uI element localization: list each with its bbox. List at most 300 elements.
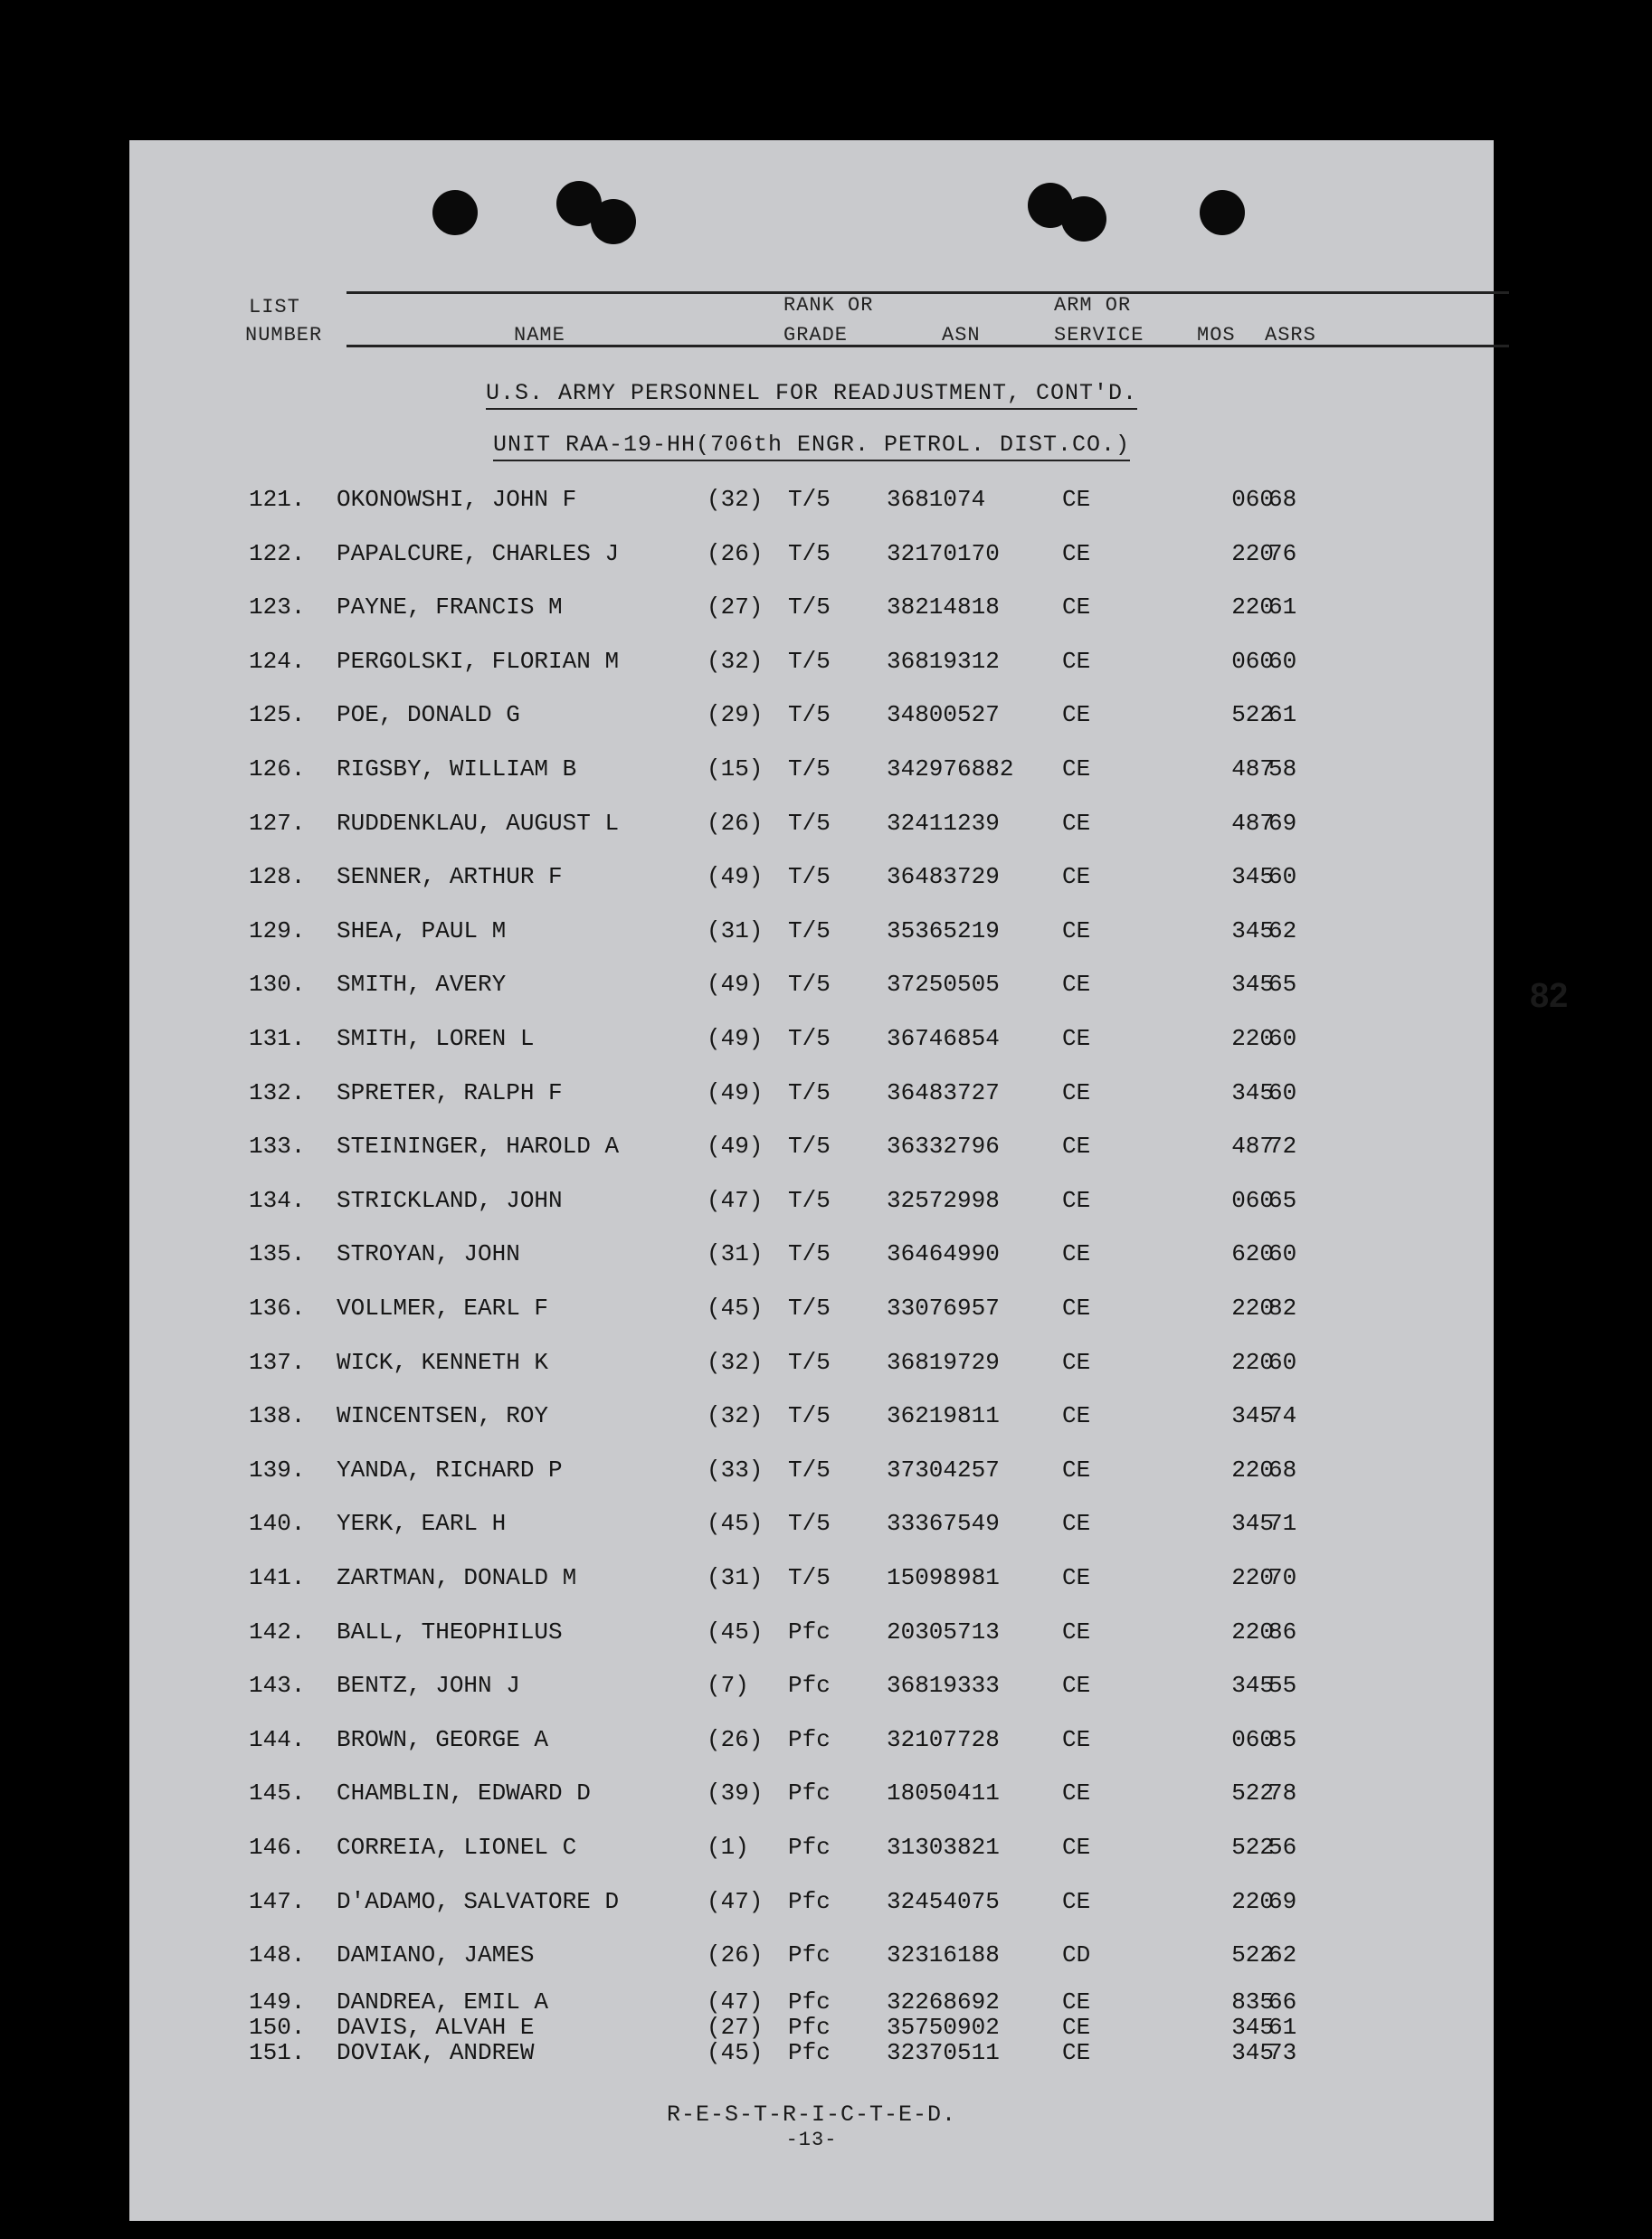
cell-rank: Pfc	[788, 1618, 831, 1646]
cell-num: 143.	[249, 1672, 306, 1699]
cell-grp: (49)	[707, 1025, 764, 1052]
cell-num: 136.	[249, 1295, 306, 1322]
cell-grp: (39)	[707, 1779, 764, 1807]
cell-grp: (47)	[707, 1888, 764, 1915]
cell-asn: 33076957	[887, 1295, 1000, 1322]
cell-rank: T/5	[788, 1187, 831, 1214]
cell-asgr: 85	[1268, 1726, 1297, 1753]
cell-rank: T/5	[788, 1240, 831, 1267]
cell-mos: 220	[1231, 1295, 1274, 1322]
cell-name: STRICKLAND, JOHN	[337, 1187, 563, 1214]
cell-num: 140.	[249, 1510, 306, 1537]
cell-name: CORREIA, LIONEL C	[337, 1834, 577, 1861]
cell-name: BROWN, GEORGE A	[337, 1726, 549, 1753]
unit-title	[129, 432, 1494, 458]
cell-num: 124.	[249, 648, 306, 675]
cell-mos: 487	[1231, 810, 1274, 837]
cell-num: 138.	[249, 1402, 306, 1429]
cell-asgr: 69	[1268, 810, 1297, 837]
cell-grp: (33)	[707, 1456, 764, 1484]
header-grade: GRADE	[783, 324, 849, 346]
cell-num: 141.	[249, 1564, 306, 1591]
table-row	[129, 1402, 1494, 1438]
cell-num: 132.	[249, 1079, 306, 1106]
cell-arm: CE	[1062, 1510, 1091, 1537]
cell-num: 125.	[249, 701, 306, 728]
cell-mos: 487	[1231, 755, 1274, 783]
cell-grp: (26)	[707, 1941, 764, 1969]
cell-mos: 060	[1231, 1187, 1274, 1214]
cell-mos: 220	[1231, 593, 1274, 621]
cell-name: YERK, EARL H	[337, 1510, 507, 1537]
cell-asgr: 56	[1268, 1834, 1297, 1861]
cell-name: WINCENTSEN, ROY	[337, 1402, 549, 1429]
table-row	[129, 1025, 1494, 1061]
cell-mos: 220	[1231, 1564, 1274, 1591]
cell-mos: 220	[1231, 1025, 1274, 1052]
cell-rank: T/5	[788, 1456, 831, 1484]
cell-rank: Pfc	[788, 1834, 831, 1861]
cell-asn: 36819333	[887, 1672, 1000, 1699]
cell-name: RIGSBY, WILLIAM B	[337, 755, 577, 783]
cell-asn: 18050411	[887, 1779, 1000, 1807]
cell-asn: 32316188	[887, 1941, 1000, 1969]
cell-mos: 220	[1231, 1349, 1274, 1376]
cell-grp: (26)	[707, 1726, 764, 1753]
table-row	[129, 1941, 1494, 1978]
cell-arm: CE	[1062, 1025, 1091, 1052]
cell-num: 148.	[249, 1941, 306, 1969]
cell-rank: T/5	[788, 1564, 831, 1591]
cell-arm: CE	[1062, 1079, 1091, 1106]
table-row	[129, 1726, 1494, 1762]
cell-num: 123.	[249, 593, 306, 621]
cell-asgr: 61	[1268, 2014, 1297, 2041]
cell-asgr: 78	[1268, 1779, 1297, 1807]
cell-arm: CE	[1062, 1564, 1091, 1591]
cell-asn: 20305713	[887, 1618, 1000, 1646]
table-row	[129, 648, 1494, 684]
table-row	[129, 1133, 1494, 1169]
cell-num: 151.	[249, 2039, 306, 2066]
table-row	[129, 1672, 1494, 1708]
cell-asn: 35750902	[887, 2014, 1000, 2041]
punch-hole	[1200, 190, 1245, 235]
cell-mos: 345	[1231, 971, 1274, 998]
table-row	[129, 540, 1494, 576]
cell-asn: 36332796	[887, 1133, 1000, 1160]
cell-asgr: 62	[1268, 1941, 1297, 1969]
cell-mos: 345	[1231, 1402, 1274, 1429]
cell-num: 134.	[249, 1187, 306, 1214]
cell-arm: CE	[1062, 540, 1091, 567]
cell-rank: T/5	[788, 810, 831, 837]
section-title	[129, 380, 1494, 406]
cell-name: WICK, KENNETH K	[337, 1349, 549, 1376]
cell-name: POE, DONALD G	[337, 701, 520, 728]
table-row	[129, 1618, 1494, 1655]
cell-mos: 835	[1231, 1988, 1274, 2016]
footer-restricted: R-E-S-T-R-I-C-T-E-D.	[666, 2101, 957, 2128]
cell-arm: CE	[1062, 1834, 1091, 1861]
punch-hole	[432, 190, 478, 235]
cell-grp: (29)	[707, 701, 764, 728]
cell-rank: Pfc	[788, 1726, 831, 1753]
cell-mos: 060	[1231, 648, 1274, 675]
cell-rank: Pfc	[788, 2014, 831, 2041]
cell-arm: CE	[1062, 1779, 1091, 1807]
cell-mos: 345	[1231, 917, 1274, 944]
cell-num: 147.	[249, 1888, 306, 1915]
cell-name: PERGOLSKI, FLORIAN M	[337, 648, 620, 675]
table-row	[129, 1240, 1494, 1276]
cell-rank: Pfc	[788, 1672, 831, 1699]
table-row	[129, 1564, 1494, 1600]
cell-name: SMITH, AVERY	[337, 971, 507, 998]
cell-grp: (27)	[707, 593, 764, 621]
cell-mos: 522	[1231, 701, 1274, 728]
cell-asgr: 65	[1268, 1187, 1297, 1214]
table-row	[129, 917, 1494, 953]
cell-asn: 36483727	[887, 1079, 1000, 1106]
table-row	[129, 1834, 1494, 1870]
cell-asn: 32170170	[887, 540, 1000, 567]
cell-name: SHEA, PAUL M	[337, 917, 507, 944]
cell-rank: T/5	[788, 648, 831, 675]
cell-asn: 3681074	[887, 486, 986, 513]
cell-asgr: 60	[1268, 1079, 1297, 1106]
cell-grp: (31)	[707, 1240, 764, 1267]
cell-num: 128.	[249, 863, 306, 890]
table-row	[129, 1779, 1494, 1816]
cell-num: 139.	[249, 1456, 306, 1484]
cell-num: 146.	[249, 1834, 306, 1861]
cell-arm: CE	[1062, 2039, 1091, 2066]
table-row	[129, 755, 1494, 792]
table-row	[129, 1187, 1494, 1223]
cell-grp: (31)	[707, 1564, 764, 1591]
cell-asn: 32268692	[887, 1988, 1000, 2016]
cell-mos: 060	[1231, 1726, 1274, 1753]
cell-asgr: 69	[1268, 1888, 1297, 1915]
section-title-text: U.S. ARMY PERSONNEL FOR READJUSTMENT, CONT'D.	[486, 380, 1137, 410]
cell-asgr: 70	[1268, 1564, 1297, 1591]
cell-arm: CE	[1062, 810, 1091, 837]
table-row	[129, 1079, 1494, 1115]
cell-mos: 345	[1231, 863, 1274, 890]
cell-asgr: 61	[1268, 701, 1297, 728]
cell-mos: 620	[1231, 1240, 1274, 1267]
cell-name: D'ADAMO, SALVATORE D	[337, 1888, 620, 1915]
cell-mos: 522	[1231, 1779, 1274, 1807]
cell-grp: (26)	[707, 540, 764, 567]
cell-arm: CE	[1062, 1726, 1091, 1753]
header-name: NAME	[514, 324, 565, 346]
cell-asn: 32572998	[887, 1187, 1000, 1214]
cell-name: DAMIANO, JAMES	[337, 1941, 535, 1969]
cell-grp: (45)	[707, 2039, 764, 2066]
cell-name: BALL, THEOPHILUS	[337, 1618, 563, 1646]
cell-asgr: 66	[1268, 1988, 1297, 2016]
cell-mos: 522	[1231, 1941, 1274, 1969]
cell-grp: (1)	[707, 1834, 749, 1861]
footer-page-number: -13-	[785, 2129, 838, 2151]
cell-name: SENNER, ARTHUR F	[337, 863, 563, 890]
cell-asgr: 73	[1268, 2039, 1297, 2066]
cell-num: 121.	[249, 486, 306, 513]
cell-asgr: 71	[1268, 1510, 1297, 1537]
cell-asgr: 76	[1268, 540, 1297, 567]
cell-asgr: 58	[1268, 755, 1297, 783]
cell-asn: 37250505	[887, 971, 1000, 998]
cell-arm: CE	[1062, 1618, 1091, 1646]
cell-arm: CE	[1062, 863, 1091, 890]
table-row	[129, 701, 1494, 737]
cell-rank: T/5	[788, 1133, 831, 1160]
cell-num: 137.	[249, 1349, 306, 1376]
cell-mos: 220	[1231, 1888, 1274, 1915]
cell-name: SPRETER, RALPH F	[337, 1079, 563, 1106]
cell-num: 122.	[249, 540, 306, 567]
cell-mos: 522	[1231, 1834, 1274, 1861]
cell-asgr: 68	[1268, 1456, 1297, 1484]
cell-rank: T/5	[788, 1079, 831, 1106]
cell-arm: CE	[1062, 917, 1091, 944]
cell-asgr: 60	[1268, 1025, 1297, 1052]
header-mos: MOS	[1197, 324, 1236, 346]
cell-asn: 36483729	[887, 863, 1000, 890]
table-row	[129, 1295, 1494, 1331]
cell-grp: (47)	[707, 1187, 764, 1214]
cell-num: 135.	[249, 1240, 306, 1267]
cell-asn: 32411239	[887, 810, 1000, 837]
cell-rank: T/5	[788, 863, 831, 890]
cell-name: DAVIS, ALVAH E	[337, 2014, 535, 2041]
cell-name: DANDREA, EMIL A	[337, 1988, 549, 2016]
cell-arm: CE	[1062, 1402, 1091, 1429]
cell-num: 145.	[249, 1779, 306, 1807]
cell-arm: CE	[1062, 1456, 1091, 1484]
cell-asgr: 60	[1268, 1349, 1297, 1376]
cell-asn: 342976882	[887, 755, 1014, 783]
cell-mos: 220	[1231, 1618, 1274, 1646]
table-row	[129, 1456, 1494, 1493]
cell-grp: (27)	[707, 2014, 764, 2041]
cell-asn: 36219811	[887, 1402, 1000, 1429]
cell-rank: T/5	[788, 755, 831, 783]
cell-arm: CE	[1062, 1187, 1091, 1214]
cell-grp: (49)	[707, 971, 764, 998]
cell-grp: (26)	[707, 810, 764, 837]
table-row	[129, 593, 1494, 630]
cell-mos: 345	[1231, 1510, 1274, 1537]
cell-grp: (7)	[707, 1672, 749, 1699]
cell-arm: CE	[1062, 701, 1091, 728]
cell-asn: 36819312	[887, 648, 1000, 675]
cell-asn: 37304257	[887, 1456, 1000, 1484]
cell-rank: Pfc	[788, 1941, 831, 1969]
table-row	[129, 2039, 1494, 2075]
cell-asn: 36746854	[887, 1025, 1000, 1052]
cell-rank: Pfc	[788, 1779, 831, 1807]
cell-name: RUDDENKLAU, AUGUST L	[337, 810, 620, 837]
cell-num: 149.	[249, 1988, 306, 2016]
cell-num: 144.	[249, 1726, 306, 1753]
cell-arm: CE	[1062, 1349, 1091, 1376]
unit-title-text: UNIT RAA-19-HH(706th ENGR. PETROL. DIST.CO.)	[493, 432, 1130, 461]
cell-name: SMITH, LOREN L	[337, 1025, 535, 1052]
header-rank-or: RANK OR	[783, 294, 874, 317]
cell-rank: Pfc	[788, 1988, 831, 2016]
cell-grp: (32)	[707, 1349, 764, 1376]
cell-mos: 220	[1231, 540, 1274, 567]
cell-mos: 220	[1231, 1456, 1274, 1484]
cell-grp: (47)	[707, 1988, 764, 2016]
cell-num: 130.	[249, 971, 306, 998]
cell-asn: 36819729	[887, 1349, 1000, 1376]
cell-rank: T/5	[788, 1295, 831, 1322]
cell-rank: T/5	[788, 917, 831, 944]
cell-num: 126.	[249, 755, 306, 783]
cell-mos: 345	[1231, 2039, 1274, 2066]
cell-grp: (32)	[707, 486, 764, 513]
cell-name: VOLLMER, EARL F	[337, 1295, 549, 1322]
cell-arm: CE	[1062, 1988, 1091, 2016]
header-asrs: ASRS	[1265, 324, 1316, 346]
cell-mos: 060	[1231, 486, 1274, 513]
cell-rank: T/5	[788, 971, 831, 998]
table-row	[129, 863, 1494, 899]
cell-arm: CE	[1062, 1240, 1091, 1267]
header-arm-or: ARM OR	[1054, 294, 1132, 317]
cell-asgr: 65	[1268, 971, 1297, 998]
cell-asn: 36464990	[887, 1240, 1000, 1267]
cell-grp: (32)	[707, 1402, 764, 1429]
cell-grp: (49)	[707, 1079, 764, 1106]
cell-asgr: 82	[1268, 1295, 1297, 1322]
cell-arm: CE	[1062, 755, 1091, 783]
cell-asgr: 74	[1268, 1402, 1297, 1429]
cell-mos: 487	[1231, 1133, 1274, 1160]
cell-rank: T/5	[788, 701, 831, 728]
cell-asgr: 55	[1268, 1672, 1297, 1699]
margin-page-number: 82	[1530, 977, 1569, 1015]
cell-asgr: 62	[1268, 917, 1297, 944]
cell-rank: T/5	[788, 540, 831, 567]
cell-asgr: 72	[1268, 1133, 1297, 1160]
cell-rank: Pfc	[788, 1888, 831, 1915]
cell-arm: CE	[1062, 648, 1091, 675]
punch-hole	[1061, 196, 1106, 242]
cell-name: PAYNE, FRANCIS M	[337, 593, 563, 621]
table-row	[129, 1510, 1494, 1546]
cell-num: 133.	[249, 1133, 306, 1160]
cell-asn: 32370511	[887, 2039, 1000, 2066]
cell-grp: (32)	[707, 648, 764, 675]
header-list: LIST	[249, 296, 300, 318]
cell-asn: 32454075	[887, 1888, 1000, 1915]
document-page	[129, 140, 1569, 2221]
cell-grp: (45)	[707, 1618, 764, 1646]
cell-asgr: 61	[1268, 593, 1297, 621]
cell-asn: 34800527	[887, 701, 1000, 728]
cell-name: ZARTMAN, DONALD M	[337, 1564, 577, 1591]
cell-name: OKONOWSHI, JOHN F	[337, 486, 577, 513]
cell-arm: CE	[1062, 2014, 1091, 2041]
table-row	[129, 486, 1494, 522]
cell-asn: 15098981	[887, 1564, 1000, 1591]
cell-arm: CE	[1062, 1295, 1091, 1322]
cell-grp: (49)	[707, 863, 764, 890]
cell-rank: T/5	[788, 1510, 831, 1537]
cell-grp: (49)	[707, 1133, 764, 1160]
cell-arm: CE	[1062, 1133, 1091, 1160]
table-row	[129, 1349, 1494, 1385]
cell-name: STEININGER, HAROLD A	[337, 1133, 620, 1160]
cell-grp: (45)	[707, 1510, 764, 1537]
cell-rank: T/5	[788, 486, 831, 513]
cell-asgr: 60	[1268, 863, 1297, 890]
cell-asn: 38214818	[887, 593, 1000, 621]
cell-arm: CE	[1062, 486, 1091, 513]
header-top-rule	[347, 291, 1509, 294]
cell-grp: (45)	[707, 1295, 764, 1322]
cell-asgr: 86	[1268, 1618, 1297, 1646]
header-asn: ASN	[942, 324, 981, 346]
cell-rank: T/5	[788, 593, 831, 621]
punch-hole	[591, 199, 636, 244]
cell-arm: CD	[1062, 1941, 1091, 1969]
cell-asgr: 68	[1268, 486, 1297, 513]
cell-arm: CE	[1062, 593, 1091, 621]
cell-mos: 345	[1231, 1672, 1274, 1699]
cell-num: 131.	[249, 1025, 306, 1052]
table-row	[129, 810, 1494, 846]
cell-num: 150.	[249, 2014, 306, 2041]
cell-asn: 32107728	[887, 1726, 1000, 1753]
cell-mos: 345	[1231, 1079, 1274, 1106]
cell-asn: 33367549	[887, 1510, 1000, 1537]
cell-name: CHAMBLIN, EDWARD D	[337, 1779, 591, 1807]
cell-arm: CE	[1062, 1672, 1091, 1699]
cell-asn: 35365219	[887, 917, 1000, 944]
cell-name: PAPALCURE, CHARLES J	[337, 540, 620, 567]
header-number: NUMBER	[245, 324, 323, 346]
cell-name: YANDA, RICHARD P	[337, 1456, 563, 1484]
cell-asgr: 60	[1268, 648, 1297, 675]
cell-name: DOVIAK, ANDREW	[337, 2039, 535, 2066]
cell-grp: (31)	[707, 917, 764, 944]
cell-rank: T/5	[788, 1349, 831, 1376]
cell-num: 142.	[249, 1618, 306, 1646]
cell-name: STROYAN, JOHN	[337, 1240, 520, 1267]
cell-num: 127.	[249, 810, 306, 837]
cell-asn: 31303821	[887, 1834, 1000, 1861]
cell-mos: 345	[1231, 2014, 1274, 2041]
cell-rank: T/5	[788, 1402, 831, 1429]
cell-rank: Pfc	[788, 2039, 831, 2066]
table-row	[129, 1888, 1494, 1924]
cell-arm: CE	[1062, 971, 1091, 998]
cell-arm: CE	[1062, 1888, 1091, 1915]
cell-grp: (15)	[707, 755, 764, 783]
cell-asgr: 60	[1268, 1240, 1297, 1267]
cell-rank: T/5	[788, 1025, 831, 1052]
cell-name: BENTZ, JOHN J	[337, 1672, 520, 1699]
header-service: SERVICE	[1054, 324, 1144, 346]
cell-num: 129.	[249, 917, 306, 944]
table-row	[129, 971, 1494, 1007]
